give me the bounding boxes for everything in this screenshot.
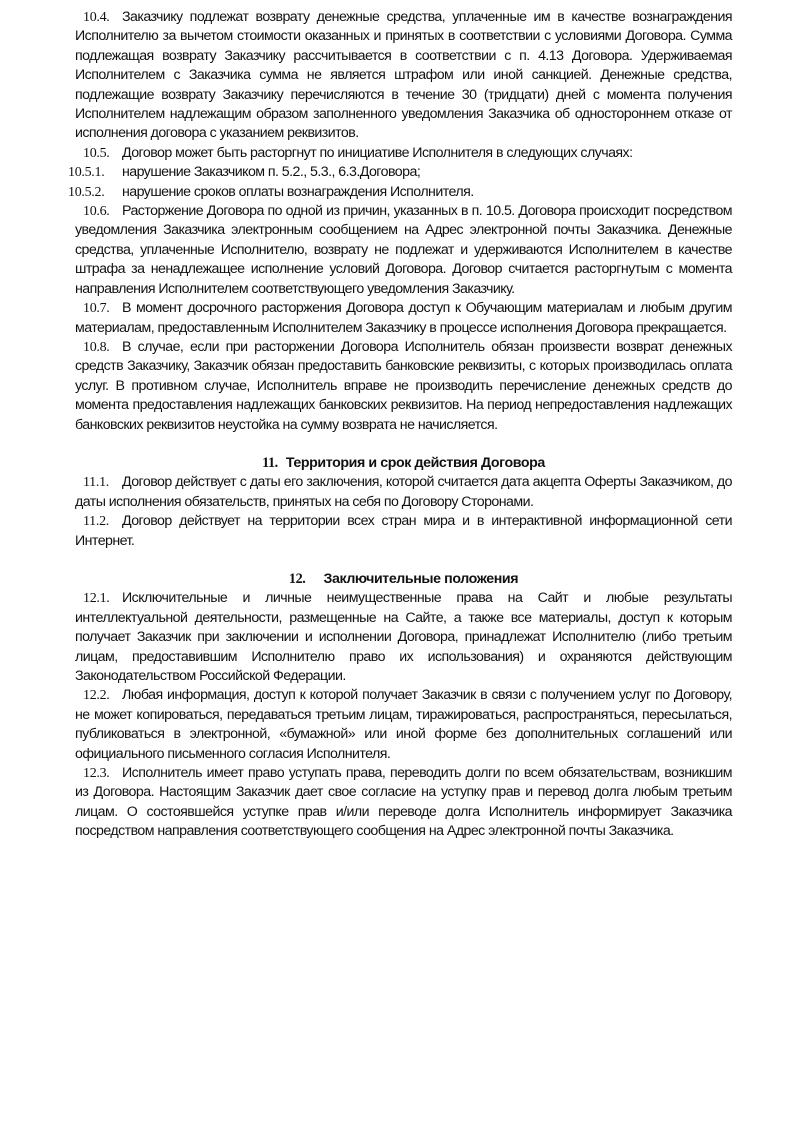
clause-text: Договор действует с даты его заключения, которой считается дата акцепта Оферты Заказчиком, до даты исполнения обязательств, принятых на себя по Договору Сторонами. — [75, 474, 732, 510]
section-title: Заключительные положения — [323, 570, 519, 587]
clause-10-5 — [75, 144, 732, 163]
clause-text: В случае, если при расторжении Договора Исполнитель обязан произвести возврат денежных средств Заказчику, Заказчик обязан предоставить банковские реквизиты, с которых производилась оплата услуг. В противном случае, Исполнитель вправе не производить перечисление денежных средств до момента предоставления надлежащих банковских реквизитов. На период непредоставления надлежащих банковских реквизитов неустойка на сумму возврата не начисляется. — [75, 338, 732, 433]
clause-text: Договор может быть расторгнут по инициативе Исполнителя в следующих случаях: — [122, 144, 633, 161]
clause-11-2 — [75, 512, 732, 551]
clause-text: В момент досрочного расторжения Договора доступ к Обучающим материалам и любым другим материалам, предоставленным Исполнителем Заказчику в процессе исполнения Договора прекращается. — [75, 300, 732, 336]
clause-12-1 — [75, 589, 732, 686]
clause-10-5-1 — [68, 163, 732, 182]
spacer — [75, 435, 732, 454]
section-12-heading — [75, 570, 732, 589]
clause-12-2 — [75, 686, 732, 764]
clause-text: нарушение Заказчиком п. 5.2., 5.3., 6.3.Договора; — [122, 164, 421, 181]
section-number: 11. — [262, 454, 278, 471]
clause-10-6 — [75, 202, 732, 299]
clause-number: 10.4. — [83, 10, 110, 25]
clause-11-1 — [75, 473, 732, 512]
clause-number: 11.2. — [83, 514, 109, 530]
clause-10-8 — [75, 338, 732, 435]
clause-number: 12.1. — [83, 591, 110, 607]
clause-text: Исполнитель имеет право уступать права, переводить долги по всем обязательствам, возникшим из Договора. Настоящим Заказчик дает свое согласие на уступку прав и перевод долга любым третьим лицам. О состоявшейся уступке прав и/или переводе долга Исполнитель информирует Заказчика посредством направления соответствующего сообщения на Адрес электронной почты Заказчика. — [75, 765, 732, 840]
clause-text: Любая информация, доступ к которой получает Заказчик в связи с получением услуг по Договору, не может копироваться, передаваться третьим лицам, тиражироваться, распространяться, пересылаться, публиковаться в электронной, «бумажной» или иной форме без дополнительных соглашений или официального письменного согласия Исполнителя. — [75, 687, 732, 762]
clause-number: 10.8. — [83, 339, 110, 355]
section-number: 12. — [288, 570, 306, 587]
clause-10-4 — [75, 8, 732, 144]
clause-12-3 — [75, 764, 732, 842]
document-page — [68, 8, 732, 842]
clause-text: Договор действует на территории всех стран мира и в интерактивной информационной сети Интернет. — [75, 513, 732, 549]
clause-10-7 — [75, 299, 732, 338]
clause-number: 10.6. — [83, 204, 110, 220]
clause-number: 12.3. — [83, 766, 110, 782]
clause-number: 10.5.1. — [68, 165, 105, 181]
clause-text: Исключительные и личные неимущественные права на Сайт и любые результаты интеллектуальной деятельности, размещенные на Сайте, а также все материалы, доступ к которым получает Заказчик при заключении и исполнении Договора, принадлежат Исполнителю (либо третьим лицам, предоставившим Исполнителю право их использования) и охраняются действующим Законодательством Российской Федерации. — [75, 590, 732, 684]
clause-number: 10.5.2. — [68, 184, 105, 200]
section-title: Территория и срок действия Договора — [285, 454, 545, 471]
clause-number: 11.1. — [83, 475, 109, 491]
clause-number: 10.7. — [83, 301, 110, 317]
clause-text: нарушение сроков оплаты вознаграждения Исполнителя. — [122, 183, 474, 200]
clause-text: Расторжение Договора по одной из причин, указанных в п. 10.5. Договора происходит посредством уведомления Заказчика электронным сообщением на Адрес электронной почты Заказчика. Денежные средства, уплаченные Исполнителю, возврату не подлежат и удерживаются Исполнителем в качестве штрафа за ненадлежащее исполнение условий Договора. Договор считается расторгнутым с момента направления Исполнителем соответствующего уведомления Заказчику. — [75, 203, 732, 297]
section-11-heading — [75, 454, 732, 473]
clause-number: 10.5. — [83, 145, 110, 161]
spacer — [75, 551, 732, 570]
clause-number: 12.2. — [83, 688, 110, 704]
clause-text: Заказчику подлежат возврату денежные средства, уплаченные им в качестве вознаграждения Исполнителю за вычетом стоимости оказанных и принятых в соответствии с условиями Договора. Сумма подлежащая возврату Заказчику рассчитывается в соответствии с п. 4.13 Договора. Удерживаемая Исполнителем с Заказчика сумма не является штрафом или иной санкцией. Денежные средства, подлежащие возврату Заказчику перечисляются в течение 30 (тридцати) дней с момента получения Исполнителем надлежащим образом заполненного уведомления Заказчика об одностороннем отказе от исполнения договора с указанием реквизитов. — [75, 9, 732, 142]
clause-10-5-2 — [68, 183, 732, 202]
